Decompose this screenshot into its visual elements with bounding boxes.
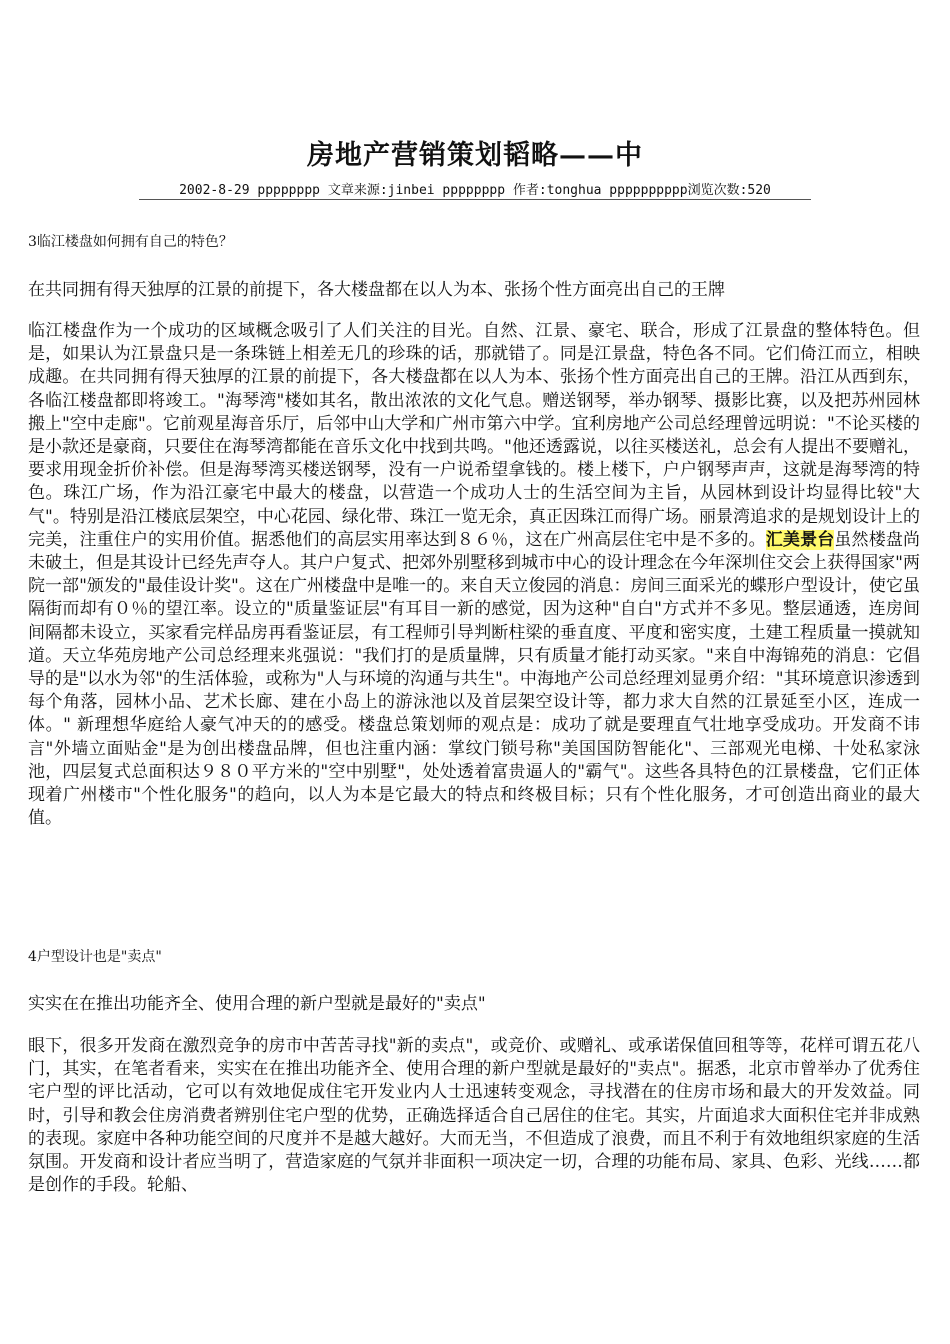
section-3-lead: 在共同拥有得天独厚的江景的前提下，各大楼盘都在以人为本、张扬个性方面亮出自己的王牌: [28, 280, 725, 300]
section-4-heading: 4户型设计也是"卖点": [28, 949, 162, 965]
article-meta: 2002-8-29 pppppppp 文章来源:jinbei pppppppp 作者:tonghua pppppppppp浏览次数:520: [179, 183, 771, 198]
section-3-body: [28, 320, 920, 830]
section-4-lead: 实实在在推出功能齐全、使用合理的新户型就是最好的"卖点": [28, 994, 486, 1014]
article-title: 房地产营销策划韬略——中: [307, 140, 643, 171]
title-divider: [139, 199, 811, 200]
highlighted-term: 汇美景台: [765, 529, 835, 550]
section-3-body-text: 临江楼盘作为一个成功的区域概念吸引了人们关注的目光。自然、江景、豪宅、联合，形成了江景盘的整体特色。但是，如果认为江景盘只是一条珠链上相差无几的珍珠的话，那就错了。同是江景盘，特色各不同。它们倚江而立，相映成趣。在共同拥有得天独厚的江景的前提下，各大楼盘都在以人为本、张扬个性方面亮出自己的王牌。沿江从西到东，各临江楼盘都即将竣工。"海琴湾"楼如其名，散出浓浓的文化气息。赠送钢琴，举办钢琴、摄影比赛，以及把苏州园林搬上"空中走廊"。它前观星海音乐厅，后邻中山大学和广州市第六中学。宜利房地产公司总经理曾远明说："不论买楼的是小款还是豪商，只要住在海琴湾都能在音乐文化中找到共鸣。"他还透露说，以往买楼送礼，总会有人提出不要赠礼，要求用现金折价补偿。但是海琴湾买楼送钢琴，没有一户说希望拿钱的。楼上楼下，户户钢琴声声，这就是海琴湾的特色。珠江广场，作为沿江豪宅中最大的楼盘，以营造一个成功人士的生活空间为主旨，从园林到设计均显得比较"大气"。特别是沿江楼底层架空，中心花园、绿化带、珠江一览无余，真正因珠江而得广场。丽景湾追求的是规划设计上的完美，注重住户的实用价值。据悉他们的高层实用率达到８６％，这在广州高层住宅中是不多的。: [28, 321, 920, 550]
section-4-body: 眼下，很多开发商在激烈竞争的房市中苦苦寻找"新的卖点"，或竞价、或赠礼、或承诺保值回租等等，花样可谓五花八门，其实，在笔者看来，实实在在推出功能齐全、使用合理的新户型就是最好的"卖点"。据悉，北京市曾举办了优秀住宅户型的评比活动，它可以有效地促成住宅开发业内人士迅速转变观念，寻找潜在的住房市场和最大的开发效益。同时，引导和教会住房消费者辨别住宅户型的优势，正确选择适合自己居住的住宅。其实，片面追求大面积住宅并非成熟的表现。家庭中各种功能空间的尺度并不是越大越好。大而无当，不但造成了浪费，而且不利于有效地组织家庭的生活氛围。开发商和设计者应当明了，营造家庭的气氛并非面积一项决定一切，合理的功能布局、家具、色彩、光线……都是创作的手段。轮船、: [28, 1036, 920, 1196]
section-3-heading: 3临江楼盘如何拥有自己的特色？: [28, 234, 233, 250]
section-3-body-text-cont: 虽然楼盘尚未破土，但是其设计已经先声夺人。其户户复式、把郊外别墅移到城市中心的设计理念在今年深圳住交会上获得国家"两院一部"颁发的"最佳设计奖"。这在广州楼盘中是唯一的。来自天立俊园的消息：房间三面采光的蝶形户型设计，使它虽隔街而却有０％的望江率。设立的"质量鉴证层"有耳目一新的感觉，因为这种"自白"方式并不多见。整层通透，连房间间隔都未设立，买家看完样品房再看鉴证层，有工程师引导判断柱梁的垂直度、平度和密实度，土建工程质量一摸就知道。天立华苑房地产公司总经理来兆强说："我们打的是质量牌，只有质量才能打动买家。"来自中海锦苑的消息：它倡导的是"以水为邻"的生活体验，或称为"人与环境的沟通与共生"。中海地产公司总经理刘显勇介绍："其环境意识渗透到每个角落，园林小品、艺术长廊、建在小岛上的游泳池以及首层架空设计等，都力求大自然的江景延至小区，连成一体。" 新理想华庭给人豪气冲天的的感受。楼盘总策划师的观点是：成功了就是要理直气壮地享受成功。开发商不讳言"外墙立面贴金"是为创出楼盘品牌，但也注重内涵：掌纹门锁号称"美国国防智能化"、三部观光电梯、十处私家泳池，四层复式总面积达９８０平方米的"空中别墅"，处处透着富贵逼人的"霸气"。这些各具特色的江景楼盘，它们正体现着广州楼市"个性化服务"的趋向，以人为本是它最大的特点和终极目标；只有个性化服务，才可创造出商业的最大值。: [28, 529, 921, 829]
